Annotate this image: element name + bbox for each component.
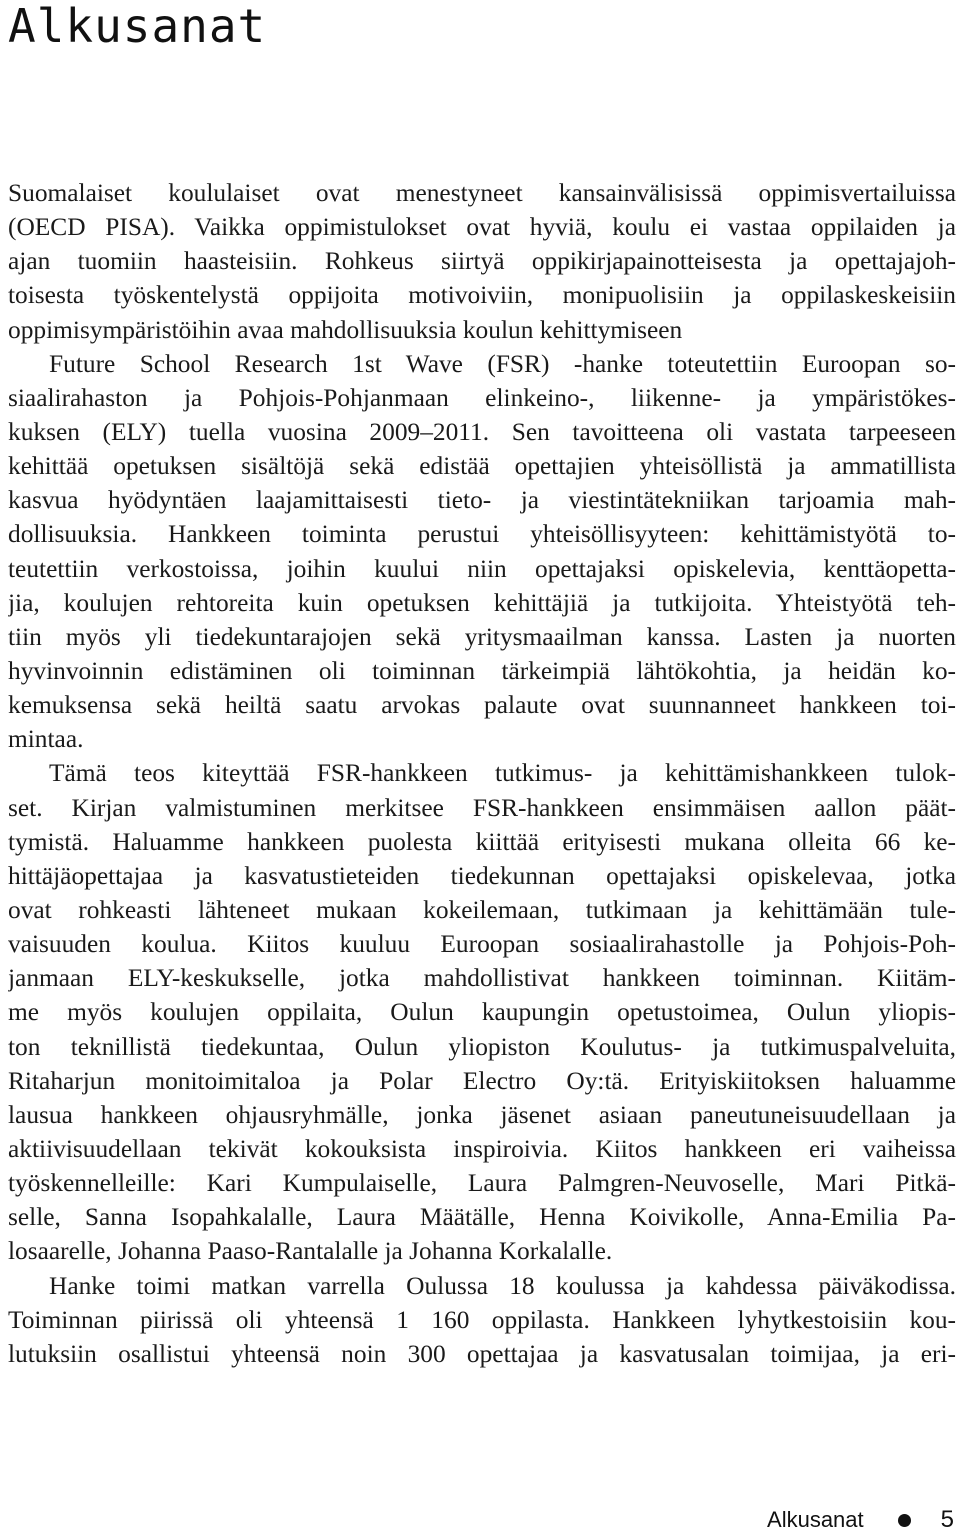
text-line: hittäjäopettajaa ja kasvatustieteiden tiedekunnan opettajaksi opiskelevaa, jotka	[8, 861, 956, 890]
text-line: hyvinvoinnin edistäminen oli toiminnan tärkeimpiä lähtökohtia, ja heidän ko-	[8, 656, 956, 685]
text-line: kuksen (ELY) tuella vuosina 2009–2011. Sen tavoitteena oli vastata tarpeeseen	[8, 417, 956, 446]
text-line: Suomalaiset koululaiset ovat menestyneet kansainvälisissä oppimisvertailuissa	[8, 179, 956, 207]
body-text	[8, 176, 956, 1371]
text-line: losaarelle, Johanna Paaso-Rantalalle ja Johanna Korkalalle.	[8, 1237, 613, 1266]
text-line: janmaan ELY-keskukselle, jotka mahdollistivat hankkeen toiminnan. Kiitäm-	[8, 964, 956, 993]
text-line: oppimisympäristöihin avaa mahdollisuuksia koulun kehittymiseen	[8, 315, 683, 344]
text-line: toisesta työskentelystä oppijoita motivoiviin, monipuolisiin ja oppilaskeskeisiin	[8, 281, 956, 310]
text-line: työskennelleille: Kari Kumpulaiselle, Laura Palmgren-Neuvoselle, Mari Pitkä-	[8, 1169, 956, 1198]
text-line: Future School Research 1st Wave (FSR) -hanke toteutettiin Euroopan so-	[49, 349, 956, 378]
text-line: mintaa.	[8, 725, 84, 754]
text-line: kehittää opetuksen sisältöjä sekä edistää opettajien yhteisöllistä ja ammatillista	[8, 452, 956, 481]
text-line: Ritaharjun monitoimitaloa ja Polar Electro Oy:tä. Erityiskiitoksen haluamme	[8, 1066, 956, 1095]
text-line: kasvua hyödyntäen laajamittaisesti tieto- ja viestintätekniikan tarjoamia mah-	[8, 486, 956, 515]
text-line: Tämä teos kiteyttää FSR-hankkeen tutkimus- ja kehittämishankkeen tulok-	[49, 759, 956, 788]
text-line: ajan tuomiin haasteisiin. Rohkeus siirtyä oppikirjapainotteisesta ja opettajajoh-	[8, 247, 956, 276]
text-line: dollisuuksia. Hankkeen toiminta perustui yhteisöllisyyteen: kehittämistyötä to-	[8, 520, 956, 549]
footer-section-label: Alkusanat	[767, 1507, 864, 1532]
text-line: lutuksiin osallistui yhteensä noin 300 opettajaa ja kasvatusalan toimijaa, ja eri-	[8, 1339, 956, 1368]
text-line: jia, koulujen rehtoreita kuin opetuksen kehittäjiä ja tutkijoita. Yhteistyötä teh-	[8, 588, 956, 617]
text-line: Toiminnan piirissä oli yhteensä 1 160 oppilasta. Hankkeen lyhytkestoisiin kou-	[8, 1305, 956, 1334]
text-line: tiin myös yli tiedekuntarajojen sekä yritysmaailman kanssa. Lasten ja nuorten	[8, 622, 956, 651]
text-line: kemuksensa sekä heiltä saatu arvokas palaute ovat suunnanneet hankkeen toi-	[8, 691, 956, 720]
text-line: aktiivisuudellaan tekivät kokouksista inspiroivia. Kiitos hankkeen eri vaiheissa	[8, 1134, 956, 1163]
text-line: lausua hankkeen ohjausryhmälle, jonka jäsenet asiaan paneutuneisuudellaan ja	[8, 1100, 956, 1129]
text-line: set. Kirjan valmistuminen merkitsee FSR-hankkeen ensimmäisen aallon päät-	[8, 793, 956, 822]
text-line: selle, Sanna Isopahkalalle, Laura Määtälle, Henna Koivikolle, Anna-Emilia Pa-	[8, 1203, 956, 1232]
text-line: (OECD PISA). Vaikka oppimistulokset ovat hyviä, koulu ei vastaa oppilaiden ja	[8, 213, 956, 242]
bullet-dot-icon	[898, 1514, 911, 1527]
text-line: ovat rohkeasti lähteneet mukaan kokeilemaan, tutkimaan ja kehittämään tule-	[8, 895, 956, 924]
text-line: Hanke toimi matkan varrella Oulussa 18 koulussa ja kahdessa päiväkodissa.	[49, 1271, 956, 1300]
text-line: ton teknillistä tiedekuntaa, Oulun yliopiston Koulutus- ja tutkimuspalveluita,	[8, 1032, 956, 1061]
page-footer	[767, 1503, 954, 1537]
page-title: Alkusanat	[8, 0, 267, 53]
text-line: me myös koulujen oppilaita, Oulun kaupungin opetustoimea, Oulun yliopis-	[8, 998, 956, 1027]
text-line: vaisuuden koulua. Kiitos kuuluu Euroopan sosiaalirahastolle ja Pohjois-Poh-	[8, 930, 956, 959]
page-number: 5	[940, 1506, 954, 1533]
text-line: siaalirahaston ja Pohjois-Pohjanmaan elinkeino-, liikenne- ja ympäristökes-	[8, 383, 956, 412]
text-line: tymistä. Haluamme hankkeen puolesta kiittää erityisesti mukana olleita 66 ke-	[8, 827, 956, 856]
text-line: teutettiin verkostoissa, joihin kuului niin opettajaksi opiskelevia, kenttäopetta-	[8, 554, 956, 583]
